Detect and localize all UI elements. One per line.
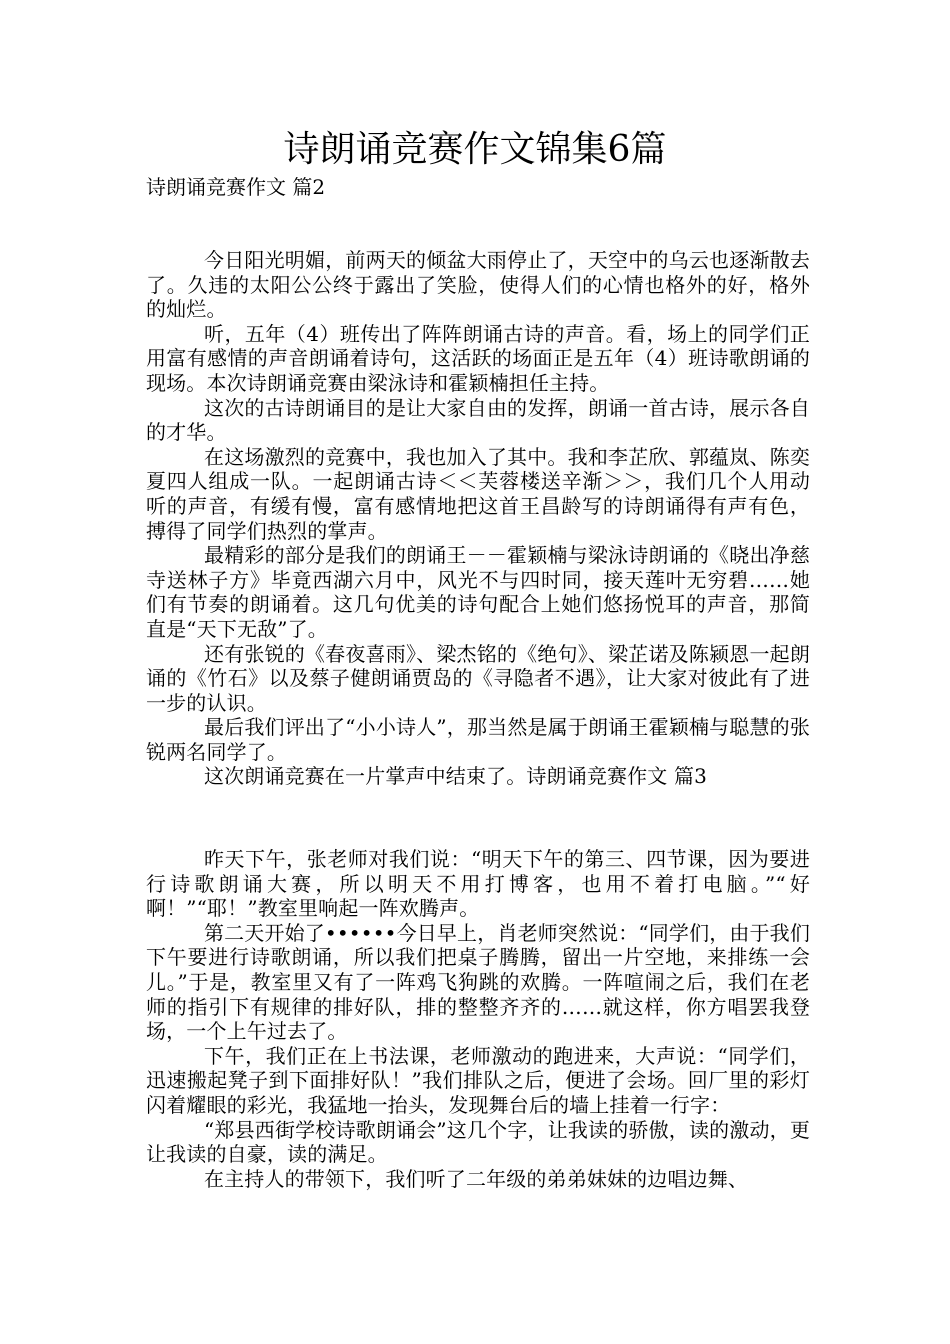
essay-section-3 [146, 847, 810, 1191]
paragraph: “郑县西街学校诗歌朗诵会”这几个字，让我读的骄傲，读的激动，更让我读的自豪，读的满足。 [146, 1117, 810, 1167]
paragraph: 还有张锐的《春夜喜雨》、梁杰铭的《绝句》、梁芷诺及陈颍恩一起朗诵的《竹石》以及蔡子健朗诵贾岛的《寻隐者不遇》，让大家对彼此有了进一步的认识。 [146, 641, 810, 715]
paragraph: 今日阳光明媚，前两天的倾盆大雨停止了，天空中的乌云也逐渐散去了。久违的太阳公公终于露出了笑脸，使得人们的心情也格外的好，格外的灿烂。 [146, 248, 810, 322]
document-title: 诗朗诵竞赛作文锦集6篇 [283, 129, 667, 170]
paragraph: 下午，我们正在上书法课，老师激动的跑进来，大声说：“同学们，迅速搬起凳子到下面排好队！”我们排队之后，便进了会场。回厂里的彩灯闪着耀眼的彩光，我猛地一抬头，发现舞台后的墙上挂着一行字： [146, 1043, 810, 1117]
essay-subtitle: 诗朗诵竞赛作文 篇2 [146, 175, 326, 199]
essay-section-2 [146, 248, 810, 789]
paragraph: 在这场激烈的竞赛中，我也加入了其中。我和李芷欣、郭蕴岚、陈奕夏四人组成一队。一起朗诵古诗＜＜芙蓉楼送辛渐＞＞，我们几个人用动听的声音，有缓有慢，富有感情地把这首王昌龄写的诗朗诵得有声有色，搏得了同学们热烈的掌声。 [146, 444, 810, 543]
paragraph: 这次朗诵竞赛在一片掌声中结束了。诗朗诵竞赛作文 篇3 [204, 764, 707, 789]
paragraph: 最后我们评出了“小小诗人”，那当然是属于朗诵王霍颖楠与聪慧的张锐两名同学了。 [146, 715, 810, 764]
paragraph: 昨天下午，张老师对我们说：“明天下午的第三、四节课，因为要进行诗歌朗诵大赛，所以明天不用打博客，也用不着打电脑。”“好啊！”“耶！”教室里响起一阵欢腾声。 [146, 847, 810, 921]
paragraph: 听，五年（4）班传出了阵阵朗诵古诗的声音。看，场上的同学们正用富有感情的声音朗诵着诗句，这活跃的场面正是五年（4）班诗歌朗诵的现场。本次诗朗诵竞赛由梁泳诗和霍颖楠担任主持。 [146, 321, 810, 395]
paragraph: 在主持人的带领下，我们听了二年级的弟弟妹妹的边唱边舞、 [204, 1166, 749, 1191]
paragraph: 最精彩的部分是我们的朗诵王－－霍颖楠与梁泳诗朗诵的《晓出净慈寺送林子方》毕竟西湖六月中，风光不与四时同，接天莲叶无穷碧……她们有节奏的朗诵着。这几句优美的诗句配合上她们悠扬悦耳的声音，那简直是“天下无敌”了。 [146, 543, 810, 641]
paragraph: 这次的古诗朗诵目的是让大家自由的发挥，朗诵一首古诗，展示各自的才华。 [146, 395, 810, 445]
paragraph: 第二天开始了••••••今日早上，肖老师突然说：“同学们，由于我们下午要进行诗歌朗诵，所以我们把桌子腾腾，留出一片空地，来排练一会儿。”于是，教室里又有了一阵鸡飞狗跳的欢腾。一阵喧闹之后，我们在老师的指引下有规律的排好队，排的整整齐齐的……就这样，你方唱罢我登场，一个上午过去了。 [146, 920, 810, 1044]
